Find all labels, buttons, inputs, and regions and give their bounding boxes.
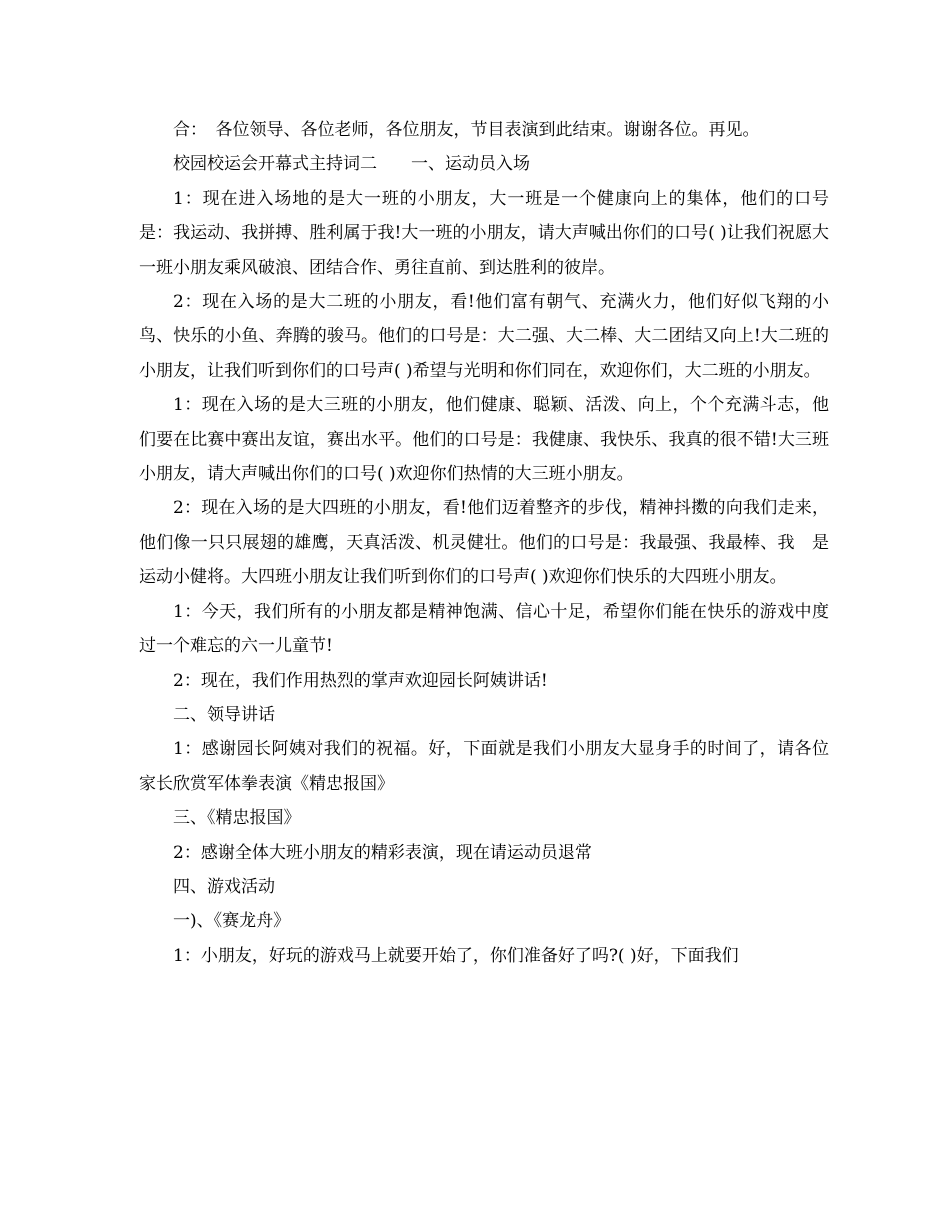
subheading-dragon-boat: 一)、《赛龙舟》 [173,911,291,932]
paragraph-class-3: 1：现在入场的是大三班的小朋友，他们健康、聪颖、活泼、向上，个个充满斗志，他们要在比赛中赛出友谊，赛出水平。他们的口号是：我健康、我快乐、我真的很不错!大三班小朋友，请大声喊出你们的口号( )欢迎你们热情的大三班小朋友。 [139,395,829,485]
paragraph-thanks-performance: 2：感谢全体大班小朋友的精彩表演，现在请运动员退常 [173,842,592,863]
paragraph-children-day: 1：今天，我们所有的小朋友都是精神饱满、信心十足，希望你们能在快乐的游戏中度过一个难忘的六一儿童节! [139,601,829,657]
paragraph-class-2: 2：现在入场的是大二班的小朋友，看!他们富有朝气、充满火力，他们好似飞翔的小鸟、快乐的小鱼、奔腾的骏马。他们的口号是：大二强、大二棒、大二团结又向上!大二班的小朋友，让我们听到你们的口号声( )希望与光明和你们同在，欢迎你们，大二班的小朋友。 [139,292,829,381]
paragraph-class-1: 1：现在进入场地的是大一班的小朋友，大一班是一个健康向上的集体，他们的口号是：我运动、我拼搏、胜利属于我!大一班的小朋友，请大声喊出你们的口号( )让我们祝愿大一班小朋友乘风破浪、团结合作、勇往直前、到达胜利的彼岸。 [139,188,829,278]
section-heading-entrance: 校园校运会开幕式主持词二 一、运动员入场 [173,154,530,175]
section-heading-games: 四、游戏活动 [173,876,275,897]
closing-paragraph: 合： 各位领导、各位老师，各位朋友，节目表演到此结束。谢谢各位。再见。 [173,120,760,140]
document-body [139,113,829,973]
section-heading-leader-speech: 二、领导讲话 [173,704,275,725]
paragraph-thanks-principal: 1：感谢园长阿姨对我们的祝福。好，下面就是我们小朋友大显身手的时间了，请各位家长欣赏军体拳表演《精忠报国》 [139,739,829,794]
paragraph-class-4: 2：现在入场的是大四班的小朋友，看!他们迈着整齐的步伐，精神抖擞的向我们走来，他们像一只只展翅的雄鹰，天真活泼、机灵健壮。他们的口号是：我最强、我最棒、我 是运动小健将。大四班小朋友让我们听到你们的口号声( )欢迎你们快乐的大四班小朋友。 [139,498,829,588]
paragraph-game-start: 1：小朋友，好玩的游戏马上就要开始了，你们准备好了吗?( )好，下面我们 [173,945,739,966]
section-heading-performance: 三、《精忠报国》 [173,808,301,829]
paragraph-welcome-principal: 2：现在，我们作用热烈的掌声欢迎园长阿姨讲话! [173,670,548,691]
